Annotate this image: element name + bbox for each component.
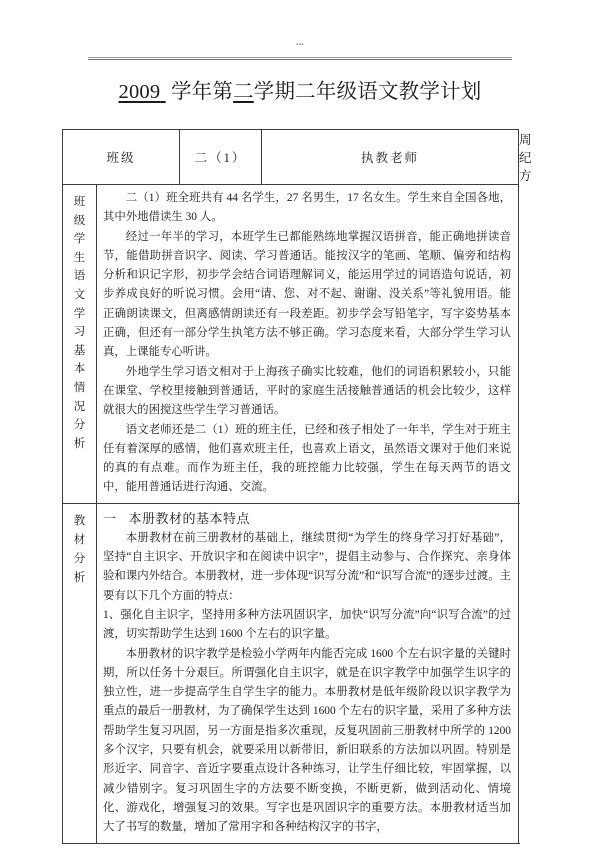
- class-label-cell: 班级: [63, 130, 180, 185]
- page-header: [88, 40, 512, 62]
- textbook-section-heading: [103, 508, 511, 529]
- title-rest-b: 学期二年级语文教学计划: [253, 81, 482, 103]
- textbook-numbered-item-1-body: 本册教材的识字教学是检验小学两年内能否完成 1600 个左右识字量的关键时期，所以任务十分艰巨。所谓强化自主识字，就是在识字教学中加强学生识字的独立性，进一步提高学生自学生字的能力。本册教材是低年级阶段以识字教学为重点的最后一册教材，为了确保学生达到 1600 个左右的识字量，采用了多种方法帮助学生复习巩固，另一方面是指多次重现，反复巩固前三册教材中所学的 1200 多个汉字，只要有机会，就要采用以新带旧，新旧联系的方法加以巩固。特别是形近字、同音字、音近字要重点设计各种练习，让学生仔细比较，牢固掌握，以减少错别字。复习巩固生字的方法要不断变换，不断更新，做到活动化、情境化、游戏化，增强复习的效果。写字也是巩固识字的重要方法。本册教材适当加大了书写的数量，增加了常用字和各种结构汉字的书字，: [103, 647, 512, 834]
- table-row-textbook-analysis: [63, 503, 519, 843]
- textbook-analysis-content: [97, 503, 519, 843]
- situation-paragraph-3: 外地学生学习语文相对于上海孩子确实比较难，他们的词语积累较小，只能在课堂、学校里接触到普通话，平时的家庭生活接触普通话的机会比较少，这样就很大的困搅这些学生学习普通话。: [103, 365, 512, 417]
- title-year: 2009: [118, 81, 161, 103]
- class-value-cell: 二（1）: [180, 130, 262, 185]
- teaching-plan-table: [62, 129, 533, 844]
- textbook-numbered-item-1: 1、强化自主识字，坚持用多种方法巩固识字，加快“识写分流”向“识写合流”的过渡，切实帮助学生达到 1600 个左右的识字量。: [103, 608, 512, 641]
- page-header-rule: [88, 57, 512, 60]
- side-label-textbook-analysis: [63, 503, 97, 843]
- table-row-info: 班级 二（1） 执教老师 周纪方: [63, 130, 519, 185]
- side-label-situation-text: 班级学生语文学习基本情况分析: [73, 196, 86, 450]
- title-term: 二: [233, 81, 254, 103]
- table-row-situation-analysis: [63, 185, 519, 504]
- side-label-situation-analysis: [63, 185, 97, 504]
- situation-paragraph-2: 经过一年半的学习，本班学生已都能熟练地掌握汉语拼音，能正确地拼读音节，能借助拼音识字、阅读、学习普通话。能按汉字的笔画、笔顺、偏旁和结构分析和识记字形，初步学会结合词语理解词义，能运用学过的词语造句说话，初步养成良好的听说习惯。会用“请、您、对不起、谢谢、没关系”等礼貌用语。能正确朗读课文，但离感情朗读还有一段差距。初步学会写铅笔字，写字姿势基本正确，但还有一部分学生执笔方法不够正确。学习态度来看，大部分学生学习认真，上课能专心听讲。: [103, 230, 512, 359]
- textbook-paragraph-1: 本册教材在前三册教材的基础上，继续贯彻“为学生的终身学习打好基础”，坚持“自主识字、开放识字和在阅读中识字”，提倡主动参与、合作探究、亲身体验和课内外结合。本册教材，进一步体现“识写分流”和“识写合流”的逐步过渡。主要有以下几个方面的特点：: [103, 531, 512, 602]
- title-rest-a: 学年第: [165, 81, 234, 103]
- teacher-label-cell: 执教老师: [262, 130, 519, 185]
- textbook-section-number: 一: [103, 510, 117, 526]
- side-label-textbook-text: 教材分析: [73, 514, 86, 584]
- textbook-section-title: 本册教材的基本特点: [128, 510, 251, 526]
- situation-analysis-content: [97, 185, 519, 504]
- page-title: [0, 78, 600, 106]
- situation-paragraph-1: 二（1）班全班共有 44 名学生，27 名男生，17 名女生。学生来自全国各地，其中外地借读生 30 人。: [103, 192, 512, 224]
- situation-paragraph-4: 语文老师还是二（1）班的班主任，已经和孩子相处了一年半，学生对于班主任有着深厚的感情，他们喜欢班主任，也喜欢上语文，虽然语文课对于他们来说的真的有点难。而作为班主任，我的班控能力比较强，学生在每天两节的语文中，能用普通话进行沟通、交流。: [103, 423, 512, 494]
- page-header-mark: ▪▪▪: [296, 42, 304, 48]
